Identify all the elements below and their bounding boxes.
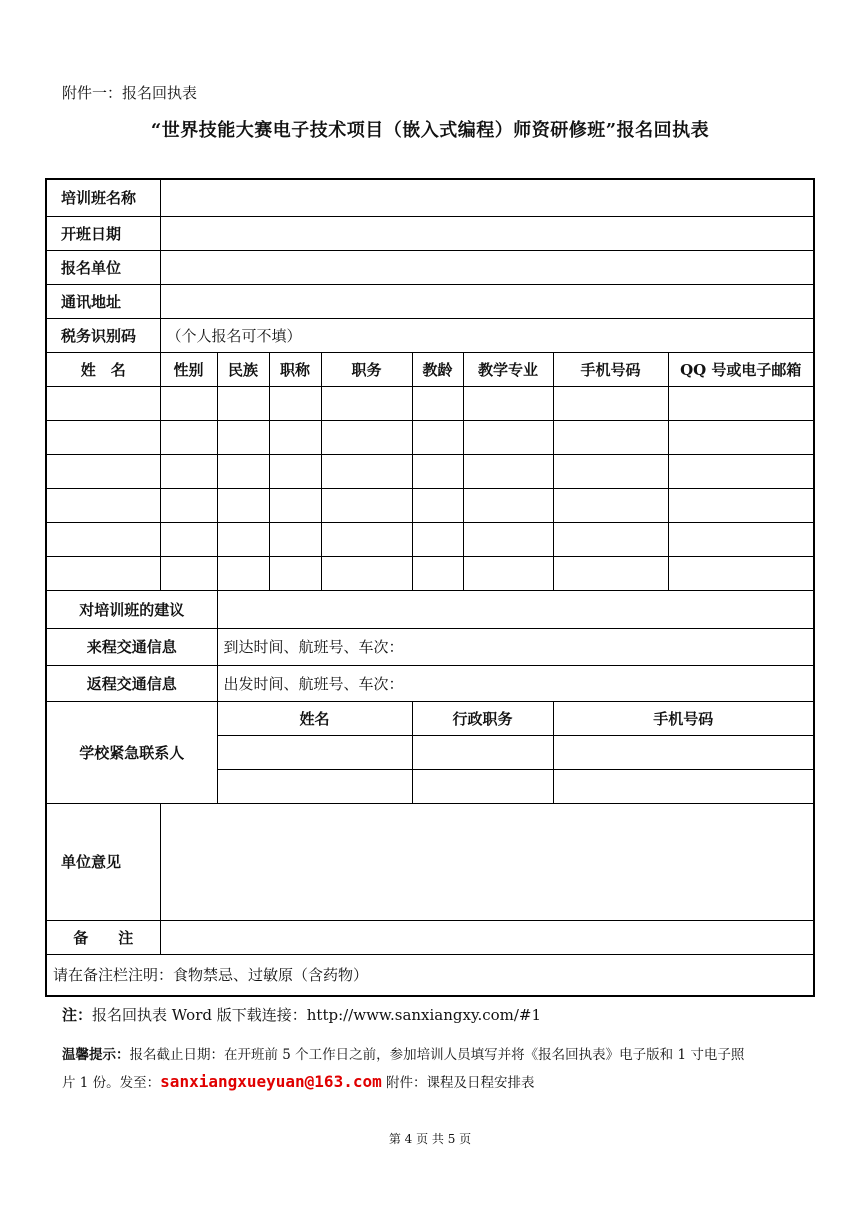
cell[interactable] bbox=[668, 420, 814, 454]
header-major: 教学专业 bbox=[463, 352, 553, 386]
cell[interactable] bbox=[321, 420, 412, 454]
cell[interactable] bbox=[553, 556, 668, 590]
tip-text: 报名截止日期：在开班前 5 个工作日之前，参加培训人员填写并将《报名回执表》电子版和 1 寸电子照 bbox=[129, 1047, 745, 1063]
training-name-label: 培训班名称 bbox=[46, 179, 160, 216]
cell[interactable] bbox=[160, 420, 217, 454]
arrival-hint: 到达时间、航班号、车次： bbox=[223, 638, 404, 656]
attachment-label: 附件一：报名回执表 bbox=[62, 84, 198, 102]
cell[interactable] bbox=[160, 556, 217, 590]
tip-line-1 bbox=[62, 1043, 744, 1063]
cell[interactable] bbox=[463, 454, 553, 488]
cell[interactable] bbox=[553, 386, 668, 420]
cell[interactable] bbox=[412, 420, 463, 454]
cell[interactable] bbox=[217, 769, 412, 803]
cell[interactable] bbox=[269, 420, 321, 454]
page-number: 第 4 页 共 5 页 bbox=[388, 1132, 472, 1146]
cell[interactable] bbox=[412, 454, 463, 488]
header-title: 职称 bbox=[269, 352, 321, 386]
unit-label: 报名单位 bbox=[46, 250, 160, 284]
cell[interactable] bbox=[160, 522, 217, 556]
address-field[interactable] bbox=[160, 284, 814, 318]
attendee-row bbox=[46, 522, 814, 556]
emergency-contact-label: 学校紧急联系人 bbox=[46, 701, 217, 803]
cell[interactable] bbox=[160, 386, 217, 420]
cell[interactable] bbox=[321, 454, 412, 488]
remarks-hint: 请在备注栏注明：食物禁忌、过敏原（含药物） bbox=[46, 954, 814, 996]
cell[interactable] bbox=[217, 454, 269, 488]
tip-key: 温馨提示： bbox=[62, 1047, 130, 1063]
attendee-row bbox=[46, 556, 814, 590]
cell[interactable] bbox=[46, 454, 160, 488]
unit-opinion-label: 单位意见 bbox=[46, 803, 160, 920]
header-name: 姓 名 bbox=[46, 352, 160, 386]
header-gender: 性别 bbox=[160, 352, 217, 386]
cell[interactable] bbox=[321, 556, 412, 590]
cell[interactable] bbox=[553, 488, 668, 522]
start-date-field[interactable] bbox=[160, 216, 814, 250]
cell[interactable] bbox=[553, 454, 668, 488]
cell[interactable] bbox=[463, 386, 553, 420]
registration-form bbox=[45, 178, 815, 997]
cell[interactable] bbox=[160, 454, 217, 488]
arrival-label: 来程交通信息 bbox=[46, 628, 217, 665]
departure-hint: 出发时间、航班号、车次： bbox=[223, 674, 404, 693]
tip-suffix: 附件：课程及日程安排表 bbox=[381, 1075, 535, 1091]
emergency-header-name: 姓名 bbox=[217, 701, 412, 735]
cell[interactable] bbox=[412, 769, 553, 803]
remarks-field[interactable] bbox=[160, 920, 814, 954]
cell[interactable] bbox=[217, 556, 269, 590]
tip-line-2 bbox=[62, 1071, 535, 1091]
tax-id-hint: （个人报名可不填） bbox=[166, 326, 302, 345]
cell[interactable] bbox=[269, 454, 321, 488]
attendee-row bbox=[46, 420, 814, 454]
page-title: “世界技能大赛电子技术项目（嵌入式编程）师资研修班”报名回执表 bbox=[150, 120, 710, 141]
attendee-row bbox=[46, 454, 814, 488]
cell[interactable] bbox=[412, 488, 463, 522]
cell[interactable] bbox=[553, 769, 814, 803]
cell[interactable] bbox=[463, 488, 553, 522]
cell[interactable] bbox=[553, 735, 814, 769]
cell[interactable] bbox=[668, 522, 814, 556]
email-link[interactable]: sanxiangxueyuan@163.com bbox=[160, 1072, 382, 1091]
cell[interactable] bbox=[321, 386, 412, 420]
attendee-row bbox=[46, 386, 814, 420]
remarks-label: 备 注 bbox=[46, 920, 160, 954]
cell[interactable] bbox=[46, 386, 160, 420]
suggestion-label: 对培训班的建议 bbox=[46, 590, 217, 628]
header-teaching-years: 教龄 bbox=[412, 352, 463, 386]
departure-label: 返程交通信息 bbox=[46, 665, 217, 701]
suggestion-field[interactable] bbox=[217, 590, 814, 628]
cell[interactable] bbox=[46, 420, 160, 454]
cell[interactable] bbox=[46, 488, 160, 522]
cell[interactable] bbox=[668, 488, 814, 522]
address-label: 通讯地址 bbox=[46, 284, 160, 318]
cell[interactable] bbox=[463, 420, 553, 454]
cell[interactable] bbox=[217, 386, 269, 420]
cell[interactable] bbox=[269, 488, 321, 522]
header-qq-email: QQ 号或电子邮箱 bbox=[668, 352, 814, 386]
emergency-header-phone: 手机号码 bbox=[553, 701, 814, 735]
emergency-header-position: 行政职务 bbox=[412, 701, 553, 735]
tip-prefix: 片 1 份。发至： bbox=[62, 1075, 161, 1091]
header-phone: 手机号码 bbox=[553, 352, 668, 386]
cell[interactable] bbox=[463, 522, 553, 556]
tax-id-label: 税务识别码 bbox=[46, 318, 160, 352]
cell[interactable] bbox=[321, 522, 412, 556]
tax-id-field[interactable] bbox=[160, 318, 814, 352]
cell[interactable] bbox=[46, 522, 160, 556]
cell[interactable] bbox=[269, 386, 321, 420]
training-name-field[interactable] bbox=[160, 179, 814, 216]
unit-field[interactable] bbox=[160, 250, 814, 284]
cell[interactable] bbox=[217, 735, 412, 769]
cell[interactable] bbox=[553, 522, 668, 556]
header-position: 职务 bbox=[321, 352, 412, 386]
cell[interactable] bbox=[217, 488, 269, 522]
cell[interactable] bbox=[668, 454, 814, 488]
cell[interactable] bbox=[46, 556, 160, 590]
cell[interactable] bbox=[269, 522, 321, 556]
cell[interactable] bbox=[217, 420, 269, 454]
unit-opinion-field[interactable] bbox=[160, 803, 814, 920]
cell[interactable] bbox=[668, 556, 814, 590]
cell[interactable] bbox=[269, 556, 321, 590]
download-note bbox=[62, 1004, 541, 1025]
cell[interactable] bbox=[412, 522, 463, 556]
cell[interactable] bbox=[321, 488, 412, 522]
note-text: 报名回执表 Word 版下载连接：http://www.sanxiangxy.com/#1 bbox=[92, 1006, 542, 1024]
cell[interactable] bbox=[553, 420, 668, 454]
cell[interactable] bbox=[160, 488, 217, 522]
attendee-row bbox=[46, 488, 814, 522]
cell[interactable] bbox=[217, 522, 269, 556]
cell[interactable] bbox=[412, 556, 463, 590]
arrival-field[interactable] bbox=[217, 628, 814, 665]
header-ethnicity: 民族 bbox=[217, 352, 269, 386]
cell[interactable] bbox=[668, 386, 814, 420]
departure-field[interactable] bbox=[217, 665, 814, 701]
note-key: 注： bbox=[62, 1006, 93, 1024]
cell[interactable] bbox=[412, 386, 463, 420]
start-date-label: 开班日期 bbox=[46, 216, 160, 250]
cell[interactable] bbox=[412, 735, 553, 769]
cell[interactable] bbox=[463, 556, 553, 590]
